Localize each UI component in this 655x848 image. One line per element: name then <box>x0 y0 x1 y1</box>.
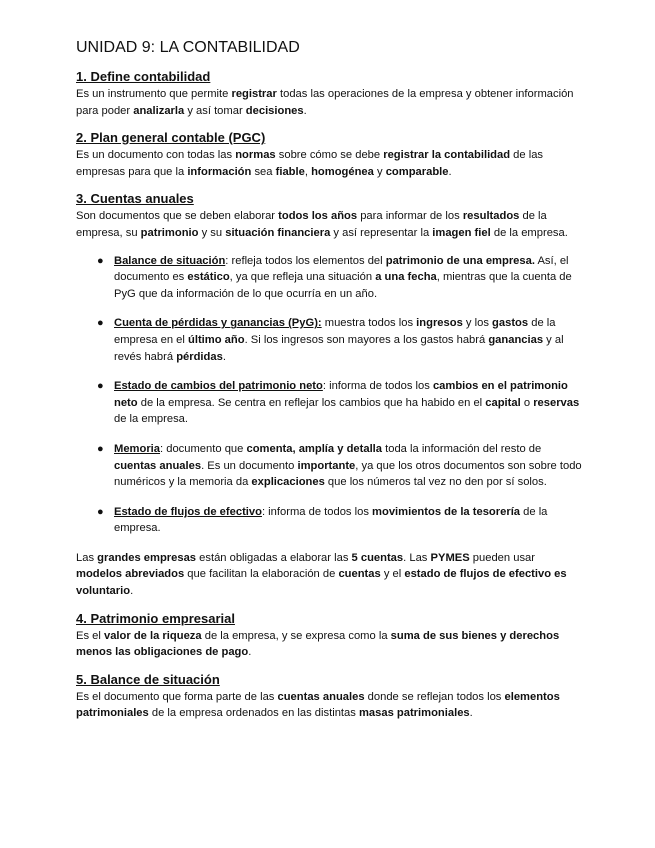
bullet-dot-icon: ● <box>97 317 104 330</box>
section-paragraph <box>76 689 584 722</box>
bold-text-run: gastos <box>492 317 529 330</box>
bold-text-run: elementos patrimoniales <box>76 690 560 720</box>
text-run: . <box>303 104 307 117</box>
text-run: muestra todos los <box>321 317 417 330</box>
bold-text-run: información <box>187 165 252 178</box>
text-run: sobre cómo se debe <box>275 149 384 162</box>
bold-text-run: movimientos de la tesorería <box>372 505 521 518</box>
bullet-dot-icon: ● <box>97 442 104 455</box>
text-run: . Las <box>403 551 431 564</box>
text-run: y su <box>198 226 226 239</box>
list-item-term: Balance de situación <box>114 254 226 267</box>
bold-text-run: todos los años <box>278 210 358 223</box>
bold-text-run: reservas <box>533 396 580 409</box>
bold-text-run: estático <box>187 271 230 284</box>
text-run: . <box>248 646 252 659</box>
text-run: y los <box>462 317 493 330</box>
text-run: . <box>448 165 452 178</box>
section-balance-de-situacion <box>76 672 584 722</box>
section-heading: 1. Define contabilidad <box>76 69 211 84</box>
list-item-text <box>114 506 547 535</box>
text-run: Es el <box>76 629 104 642</box>
text-run: . <box>130 585 134 598</box>
bold-text-run: analizarla <box>133 104 185 117</box>
bold-text-run: patrimonio <box>140 226 199 239</box>
bold-text-run: 5 cuentas <box>351 551 404 564</box>
list-item-term: Cuenta de pérdidas y ganancias (PyG): <box>114 317 322 330</box>
text-run: de la empresa, su <box>76 210 547 239</box>
bold-text-run: grandes empresas <box>97 551 197 564</box>
text-run: Es un documento con todas las <box>76 149 236 162</box>
bullet-dot-icon: ● <box>97 254 104 267</box>
text-run: que los números tal vez no den por sí solos. <box>324 476 547 489</box>
document-page <box>76 39 584 733</box>
section-paragraph <box>76 628 584 661</box>
bold-text-run: último año <box>188 333 245 346</box>
list-item-text <box>114 317 564 362</box>
text-run: de la empresa. <box>114 413 189 426</box>
section-patrimonio-empresarial <box>76 611 584 661</box>
bold-text-run: comparable <box>385 165 449 178</box>
list-item <box>76 504 584 537</box>
text-run: Las <box>76 551 98 564</box>
bold-text-run: homogénea <box>311 165 374 178</box>
bold-text-run: ingresos <box>416 317 463 330</box>
bold-text-run: cuentas <box>338 568 381 581</box>
bold-text-run: registrar la contabilidad <box>383 149 511 162</box>
list-item-term-suffix: : <box>322 380 326 393</box>
text-run: documento que <box>163 442 247 455</box>
section-plan-general-contable <box>76 130 584 180</box>
text-run: de la empresa. Se centra en reflejar los cambios que ha habido en el <box>137 396 486 409</box>
text-run: Así, el documento es <box>114 254 569 284</box>
section-paragraph <box>76 208 584 241</box>
bold-text-run: cuentas anuales <box>277 690 365 703</box>
bold-text-run: imagen fiel <box>432 226 491 239</box>
text-run: . Es un documento <box>201 459 298 472</box>
bullet-dot-icon: ● <box>97 380 104 393</box>
bold-text-run: normas <box>235 149 276 162</box>
section-heading: 2. Plan general contable (PGC) <box>76 130 266 146</box>
text-run: , mientras que la cuenta de PyG que da información de lo que ocurría en un año. <box>114 271 572 300</box>
list-item <box>76 315 584 365</box>
bold-text-run: comenta, amplía y detalla <box>246 442 383 455</box>
text-run: y así representar la <box>330 226 433 239</box>
bold-text-run: valor de la riqueza <box>103 629 202 642</box>
bold-text-run: situación financiera <box>225 226 331 239</box>
bold-text-run: masas patrimoniales <box>358 707 470 720</box>
text-run: informa de todos los <box>265 505 373 518</box>
section-paragraph <box>76 86 584 119</box>
bold-text-run: fiable <box>275 165 305 178</box>
document-title: UNIDAD 9: LA CONTABILIDAD <box>76 39 300 56</box>
text-run: de la empresa, y se expresa como la <box>201 629 391 642</box>
text-run: refleja todos los elementos del <box>228 254 386 267</box>
section-heading: 4. Patrimonio empresarial <box>76 610 235 626</box>
cuentas-anuales-list <box>76 253 584 537</box>
list-item-term: Estado de cambios del patrimonio neto <box>114 380 323 393</box>
list-item-text <box>114 380 579 425</box>
text-run: sea <box>251 165 276 178</box>
text-run: de la empresa ordenados en las distintas <box>148 707 359 720</box>
bullet-dot-icon: ● <box>97 505 104 518</box>
bold-text-run: capital <box>485 396 521 409</box>
list-item-term-suffix: : <box>261 505 266 518</box>
text-run: pueden usar <box>469 551 535 564</box>
bold-text-run: PYMES <box>430 551 470 564</box>
text-run: Son documentos que se deben elaborar <box>76 210 279 223</box>
text-run: todas las operaciones de la empresa y obtener información para poder <box>76 88 574 117</box>
text-run: y así tomar <box>184 104 246 117</box>
list-item-term: Memoria <box>114 442 161 455</box>
bold-text-run: decisiones <box>245 104 304 117</box>
text-run: Es un instrumento que permite <box>76 88 232 100</box>
text-run: de la empresa. <box>490 226 568 239</box>
list-item-term: Estado de flujos de efectivo <box>114 505 262 518</box>
section-cuentas-anuales <box>76 191 584 599</box>
text-run: Es el documento que forma parte de las <box>76 690 278 703</box>
bold-text-run: modelos abreviados <box>76 568 185 581</box>
text-run: . <box>469 707 473 720</box>
text-run: están obligadas a elaborar las <box>196 551 352 564</box>
bold-text-run: cambios en el patrimonio neto <box>114 380 568 409</box>
bold-text-run: patrimonio de una empresa. <box>385 254 535 267</box>
bold-text-run: resultados <box>462 210 520 223</box>
bold-text-run: explicaciones <box>251 476 325 489</box>
text-run: para informar de los <box>357 210 463 223</box>
bold-text-run: importante <box>297 459 356 472</box>
bold-text-run: estado de flujos de efectivo es voluntario <box>76 568 567 598</box>
text-run: que facilitan la elaboración de <box>184 568 339 581</box>
section-define-contabilidad <box>76 69 584 119</box>
bold-text-run: suma de sus bienes y derechos menos las obligaciones de pago <box>76 629 560 659</box>
text-run: toda la información del resto de <box>382 442 542 455</box>
bold-text-run: pérdidas <box>176 350 223 363</box>
bold-text-run: a una fecha <box>375 271 437 284</box>
section-heading: 5. Balance de situación <box>76 671 220 687</box>
bold-text-run: registrar <box>231 88 277 100</box>
list-item-text <box>114 443 582 488</box>
section-closing-paragraph <box>76 550 584 600</box>
list-item-term-suffix: : <box>225 254 229 267</box>
text-run: y <box>373 165 386 178</box>
text-run: donde se reflejan todos los <box>364 690 505 703</box>
section-paragraph <box>76 147 584 180</box>
text-run: de la empresa en el <box>114 317 556 346</box>
section-heading: 3. Cuentas anuales <box>76 191 194 207</box>
text-run: , ya que refleja una situación <box>229 271 376 284</box>
text-run: informa de todos los <box>325 380 433 393</box>
text-run: , ya que los otros documentos son sobre todo numéricos y la memoria da <box>114 459 582 489</box>
list-item-term-suffix: : <box>160 442 164 455</box>
bold-text-run: ganancias <box>488 333 544 346</box>
list-item <box>76 378 584 428</box>
bold-text-run: cuentas anuales <box>114 459 202 472</box>
text-run: o <box>520 396 534 409</box>
list-item <box>76 253 584 303</box>
list-item <box>76 441 584 491</box>
text-run: . Si los ingresos son mayores a los gastos habrá <box>244 333 489 346</box>
text-run: . <box>222 350 226 363</box>
text-run: de la empresa. <box>114 505 548 535</box>
text-run: y al revés habrá <box>114 333 564 363</box>
text-run: de las empresas para que la <box>76 149 544 178</box>
list-item-text <box>114 255 572 300</box>
text-run: , <box>304 165 312 178</box>
text-run: y el <box>380 568 405 581</box>
